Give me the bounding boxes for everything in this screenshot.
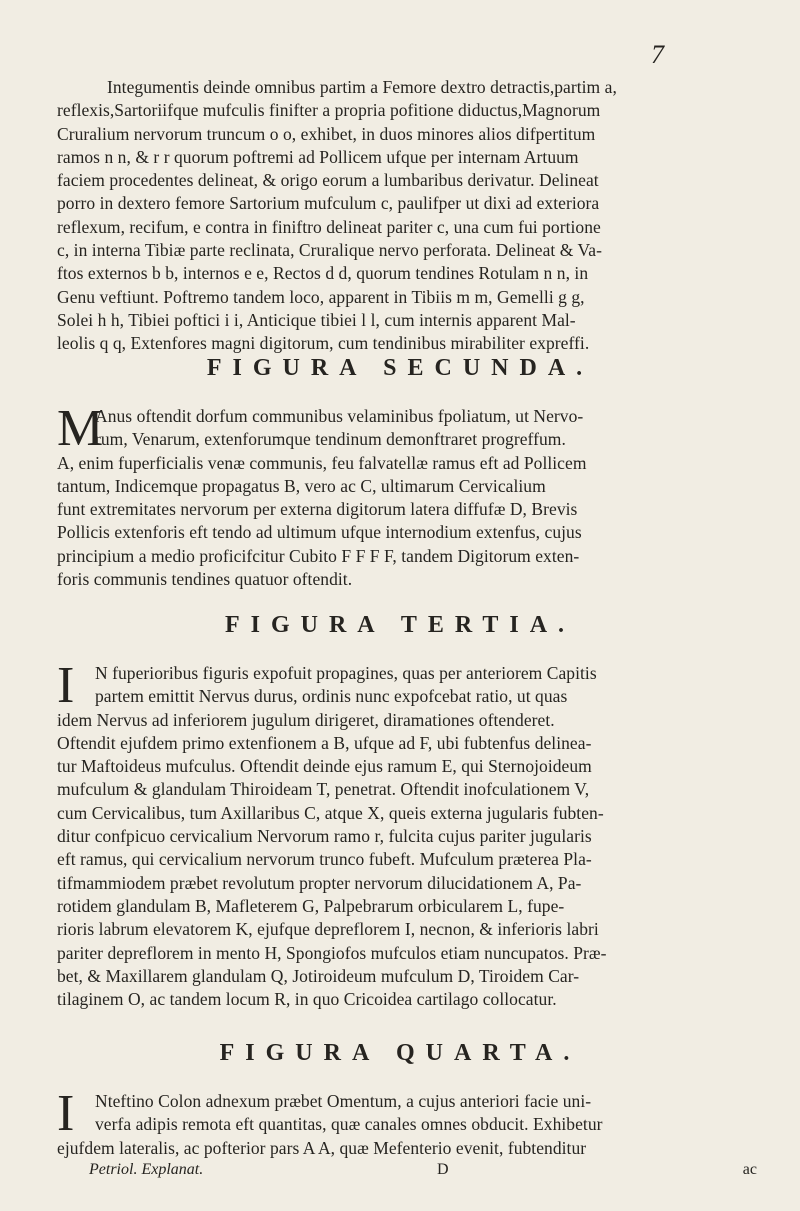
text-line: porro in dextero femore Sartorium mufculum c, paulifper ut dixi ad exteriora (57, 193, 600, 214)
catchword: ac (742, 1161, 757, 1178)
text-line: ramos n n, & r r quorum poftremi ad Pollicem ufque per internam Artuum (57, 146, 579, 167)
text-line: Nteftino Colon adnexum præbet Omentum, a cujus anteriori facie uni- (95, 1091, 592, 1111)
text-line: Anus oftendit dorfum communibus velaminibus fpoliatum, ut Nervo- (95, 406, 584, 426)
page-footer (57, 1161, 757, 1183)
text-line: verfa adipis remota eft quantitas, quæ canales omnes obducit. Exhibetur (95, 1114, 603, 1135)
text-line: bet, & Maxillarem glandulam Q, Jotiroideum mufculum D, Tiroidem Car- (57, 965, 580, 986)
text-line: ftos externos b b, internos e e, Rectos d d, quorum tendines Rotulam n n, in (57, 263, 589, 284)
text-line: tilaginem O, ac tandem locum R, in quo Cricoidea cartilago collocatur. (57, 989, 557, 1010)
text-line: Solei h h, Tibiei poftici i i, Anticique tibiei l l, cum internis apparent Mal- (57, 309, 576, 330)
tertia-paragraph (57, 657, 757, 1011)
text-line: c, in interna Tibiæ parte reclinata, Cruralique nervo perforata. Delineat & Va- (57, 240, 602, 261)
text-line: foris communis tendines quatuor oftendit. (57, 569, 353, 590)
text-line: ejufdem lateralis, ac pofterior pars A A, quæ Mefenterio evenit, fubtenditur (57, 1137, 587, 1158)
text-line: funt extremitates nervorum per externa digitorum latera diffufæ D, Brevis (57, 499, 578, 520)
section-heading-tertia: FIGURA TERTIA. (224, 612, 576, 638)
signature-mark: D (437, 1161, 449, 1178)
text-line: reflexum, recifum, e contra in finiftro delineat pariter c, una cum fui portione (57, 216, 601, 237)
intro-paragraph (57, 76, 757, 356)
text-line: A, enim fuperficialis venæ communis, feu falvatellæ ramus eft ad Pollicem (57, 452, 587, 473)
text-line: Pollicis extenforis eft tendo ad ultimum ufque internodium extenfus, cujus (57, 522, 582, 543)
text-line: tur Maftoideus mufculus. Oftendit deinde ejus ramum E, qui Sternojoideum (57, 756, 592, 777)
text-line: rioris labrum elevatorem K, ejufque depreflorem I, necnon, & inferioris labri (57, 919, 599, 940)
quarta-paragraph (57, 1085, 757, 1160)
text-line: mufculum & glandulam Thiroideam T, penetrat. Oftendit inofculationem V, (57, 779, 590, 800)
text-line: leolis q q, Extenfores magni digitorum, cum tendinibus mirabiliter expreffi. (57, 333, 590, 354)
text-line: Genu veftiunt. Poftremo tandem loco, apparent in Tibiis m m, Gemelli g g, (57, 286, 585, 307)
section-heading-secunda: FIGURA SECUNDA. (206, 355, 594, 381)
text-line: tifmammiodem præbet revolutum propter nervorum dilucidationem A, Pa- (57, 872, 582, 893)
text-line: pariter depreflorem in mento H, Spongiofos mufculos etiam nuncupatos. Præ- (57, 942, 607, 963)
text-line: faciem procedentes delineat, & origo eorum a lumbaribus derivatur. Delineat (57, 170, 599, 191)
text-line: Integumentis deinde omnibus partim a Femore dextro detractis,partim a, (107, 77, 617, 97)
text-line: rum, Venarum, extenforumque tendinum demonftraret progreffum. (95, 429, 566, 450)
text-line: cum Cervicalibus, tum Axillaribus C, atque X, queis externa jugularis fubten- (57, 802, 604, 823)
text-line: rotidem glandulam B, Mafleterem G, Palpebrarum orbicularem L, fupe- (57, 895, 565, 916)
section-heading-quarta: FIGURA QUARTA. (219, 1040, 581, 1066)
page-number: 7 (651, 40, 664, 69)
text-line: partem emittit Nervus durus, ordinis nunc expofcebat ratio, ut quas (95, 686, 568, 707)
text-line: Cruralium nervorum truncum o o, exhibet, in duos minores alios difpertitum (57, 123, 596, 144)
text-line: principium a medio proficifcitur Cubito F F F F, tandem Digitorum exten- (57, 545, 580, 566)
text-line: tantum, Indicemque propagatus B, vero ac C, ultimarum Cervicalium (57, 475, 546, 496)
text-line: reflexis,Sartoriifque mufculis finifter a propria pofitione diductus,Magnorum (57, 100, 601, 121)
signature-line: Petriol. Explanat. (89, 1161, 204, 1178)
secunda-paragraph (57, 400, 757, 591)
text-line: N fuperioribus figuris expofuit propagines, quas per anteriorem Capitis (95, 663, 597, 683)
drop-cap: M (57, 400, 104, 457)
drop-cap: I (57, 1085, 75, 1142)
text-line: idem Nervus ad inferiorem jugulum dirigeret, diramationes oftenderet. (57, 709, 555, 730)
text-line: eft ramus, qui cervicalium nervorum trunco fubeft. Mufculum præterea Pla- (57, 849, 592, 870)
drop-cap: I (57, 657, 75, 714)
text-line: ditur confpicuo cervicalium Nervorum ramo r, fulcita cujus pariter jugularis (57, 826, 592, 847)
text-line: Oftendit ejufdem primo extenfionem a B, ufque ad F, ubi fubtenfus delinea- (57, 732, 592, 753)
